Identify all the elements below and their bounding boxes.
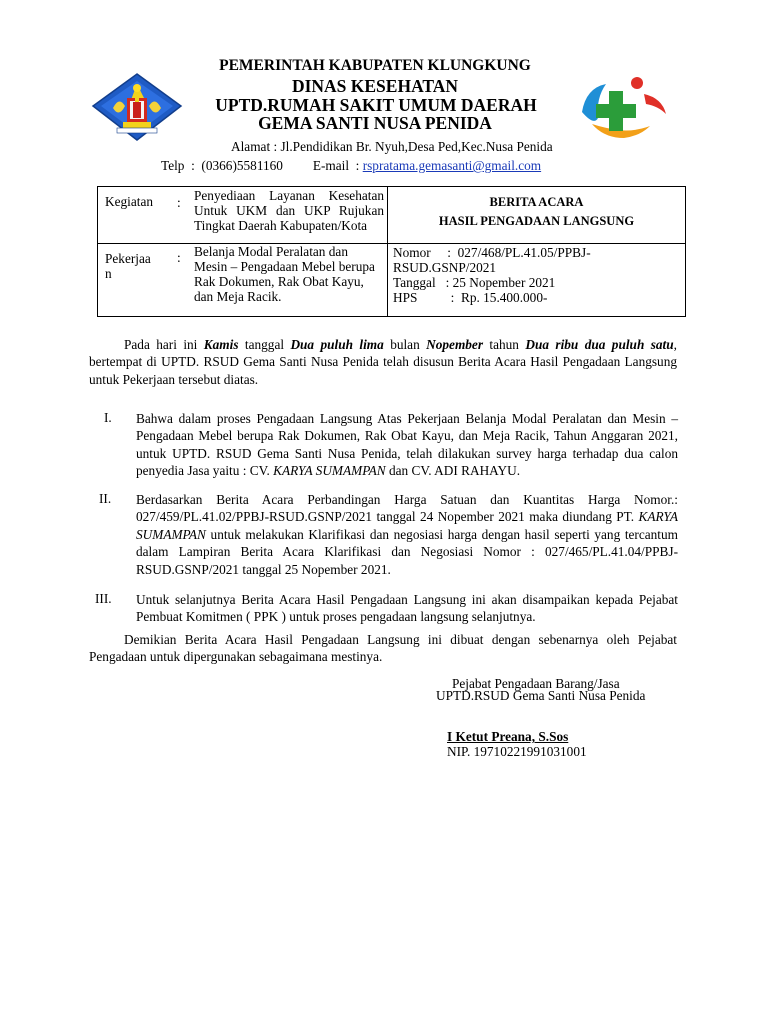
tanggal-line: Tanggal : 25 Nopember 2021 — [393, 275, 556, 290]
signature-nip: NIP. 19710221991031001 — [447, 744, 587, 759]
address-line: Alamat : Jl.Pendidikan Br. Nyuh,Desa Ped,Kec.Nusa Penida — [231, 139, 553, 154]
item1-text-a: Bahwa dalam proses Pengadaan Langsung Atas Pekerjaan Belanja Modal Peralatan dan Mesin – Pengadaan Mebel berupa Rak Dokumen, Rak Obat Kayu, dan Meja Racik, Tahun Anggaran 2021, untuk UPTD. RSUD Gema Santi Nusa Penida, telah dilakukan survey harga terhadap dua calon penyedia Jasa yaitu : CV. — [136, 411, 678, 479]
item3-number: III. — [95, 591, 112, 606]
signature-unit: UPTD.RSUD Gema Santi Nusa Penida — [436, 688, 646, 703]
info-table — [97, 186, 686, 317]
signature-name: I Ketut Preana, S.Sos — [447, 729, 569, 744]
intro-text-b: tanggal — [238, 337, 291, 352]
pekerjaan-cell — [98, 244, 388, 317]
intro-text-e: , bertempat di UPTD. RSUD Gema Santi Nusa Penida telah disusun Berita Acara Hasil Pengadaan Langsung untuk Pekerjaan tersebut diatas. — [89, 337, 677, 387]
hps-line: HPS : Rp. 15.400.000- — [393, 290, 548, 305]
item2-text-b: untuk melakukan Klarifikasi dan negosiasi harga dengan hasil seperti yang tercantum dalam Lampiran Berita Acara Klarifikasi dan Negosiasi Nomor : 027/465/PL.41.04/PPBJ-RSUD.GSNP/2021 tanggal 25 Nopember 2021. — [136, 526, 678, 577]
pekerjaan-label-2: n — [105, 266, 112, 281]
intro-text-d: tahun — [483, 337, 526, 352]
ba-title-line2: HASIL PENGADAAN LANGSUNG — [438, 214, 635, 228]
intro-date: Dua puluh lima — [290, 337, 384, 352]
ba-title-cell — [388, 187, 686, 244]
kegiatan-cell — [98, 187, 388, 244]
item3-paragraph: Untuk selanjutnya Berita Acara Hasil Pengadaan Langsung ini akan disampaikan kepada Pejabat Pembuat Komitmen ( PPK ) untuk proses pengadaan langsung selanjutnya. — [136, 592, 678, 625]
header-hospital-name: GEMA SANTI NUSA PENIDA — [258, 113, 492, 133]
signature-role: Pejabat Pengadaan Barang/Jasa — [452, 676, 620, 691]
item1-text-b: dan CV. ADI RAHAYU. — [385, 463, 521, 479]
meta-block — [393, 245, 591, 305]
intro-text-a: Pada hari ini — [124, 337, 204, 352]
pekerjaan-value: Belanja Modal Peralatan dan Mesin – Pengadaan Mebel berupa Rak Dokumen, Rak Obat Kayu, dan Meja Racik. — [194, 244, 375, 304]
ba-title-line1: BERITA ACARA — [489, 195, 584, 209]
item1-paragraph — [136, 410, 678, 480]
closing-paragraph: Demikian Berita Acara Hasil Pengadaan Langsung ini dibuat dengan sebenarnya oleh Pejabat Pengadaan untuk dipergunakan sebagaimana mestinya. — [89, 632, 677, 665]
header-hospital-type: UPTD.RUMAH SAKIT UMUM DAERAH — [215, 95, 537, 115]
item2-company: KARYA SUMAMPAN — [136, 509, 678, 542]
phone-text: Telp : (0366)5581160 E-mail : — [161, 158, 363, 173]
intro-day: Kamis — [203, 337, 239, 352]
kegiatan-colon: : — [177, 195, 181, 210]
regency-crest-icon — [91, 72, 183, 142]
header-government: PEMERINTAH KABUPATEN KLUNGKUNG — [219, 57, 531, 74]
item2-number: II. — [99, 491, 112, 506]
item2-paragraph — [136, 491, 678, 578]
item1-number: I. — [104, 410, 112, 425]
contact-line — [161, 158, 541, 174]
pekerjaan-colon: : — [177, 250, 181, 265]
kegiatan-label: Kegiatan — [105, 194, 153, 209]
health-cross-icon — [576, 74, 670, 140]
intro-paragraph — [89, 336, 677, 388]
intro-year: Dua ribu dua puluh satu — [525, 337, 674, 352]
pekerjaan-label-1: Pekerjaa — [105, 251, 151, 266]
kegiatan-value: Penyediaan Layanan Kesehatan Untuk UKM dan UKP Rujukan Tingkat Daerah Kabupaten/Kota — [194, 188, 384, 233]
header-department: DINAS KESEHATAN — [291, 76, 459, 96]
intro-month: Nopember — [426, 337, 484, 352]
email-link[interactable]: rspratama.gemasanti@gmail.com — [362, 158, 542, 173]
item1-company: KARYA SUMAMPAN — [273, 463, 386, 479]
nomor-line2: RSUD.GSNP/2021 — [393, 260, 497, 275]
meta-cell — [388, 244, 686, 317]
pekerjaan-label — [105, 251, 151, 281]
item2-text-a: Berdasarkan Berita Acara Perbandingan Harga Satuan dan Kuantitas Harga Nomor.: 027/459/PL.41.02/PPBJ-RSUD.GSNP/2021 tanggal 24 Nopember 2021 maka diundang PT. — [136, 492, 678, 525]
intro-text-c: bulan — [383, 337, 427, 352]
nomor-line1: Nomor : 027/468/PL.41.05/PPBJ- — [393, 245, 591, 260]
